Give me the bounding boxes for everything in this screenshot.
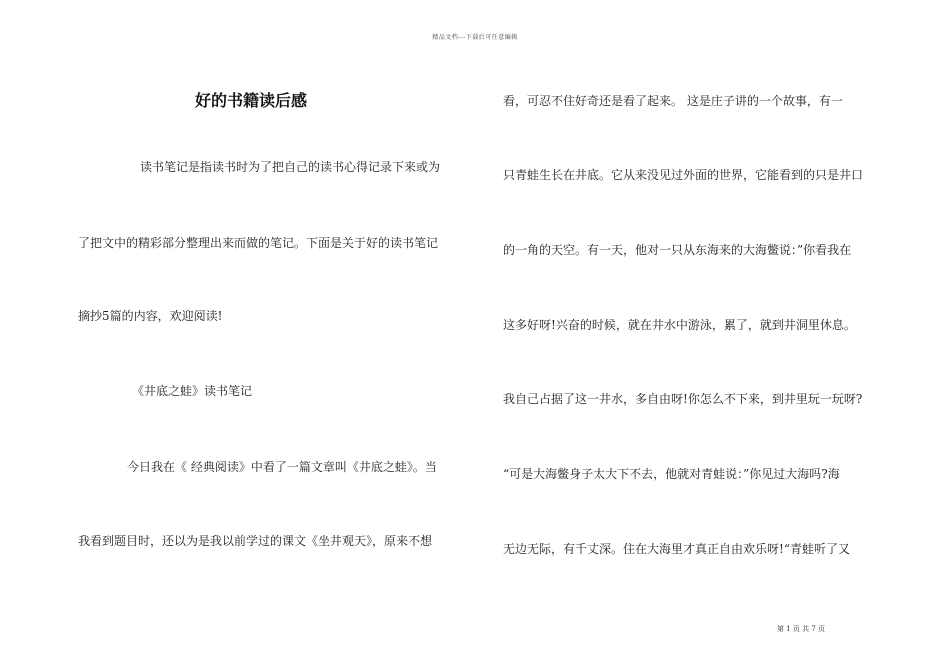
right-line-3: 的一角的天空。有一天，他对一只从东海来的大海鳖说：”你看我在 [503,243,852,257]
left-line-1: 读书笔记是指读书时为了把自己的读书心得记录下来或为 [140,160,441,174]
left-line-3: 摘抄5篇的内容，欢迎阅读! [78,309,223,323]
page-footer: 第 1 页 共 7 页 [777,625,826,633]
right-line-5: 我自己占据了这一井水，多自由呀!你怎么不下来，到井里玩一玩呀? [503,392,863,406]
document-title: 好的书籍读后感 [195,91,308,110]
right-line-7: 无边无际，有千丈深。住在大海里才真正自由欢乐呀!“青蛙听了又 [503,542,850,556]
left-line-4: 《井底之蛙》读书笔记 [132,384,253,398]
right-line-6: “可是大海鳖身子太大下不去，他就对青蛙说：”你见过大海吗?海 [503,467,840,481]
right-line-2: 只青蛙生长在井底。它从来没见过外面的世界，它能看到的只是井口 [503,168,864,182]
page-header: 精品文档---下载后可任意编辑 [432,34,518,41]
left-line-2: 了把文中的精彩部分整理出来而做的笔记。下面是关于好的读书笔记 [78,236,439,250]
right-line-1: 看，可忍不住好奇还是看了起来。 这是庄子讲的一个故事，有一 [503,94,843,108]
left-line-5: 今日我在《 经典阅读》中看了一篇文章叫《井底之蛙》。当 [127,460,437,474]
right-line-4: 这多好呀!兴奋的时候，就在井水中游泳，累了，就到井洞里休息。 [503,318,856,332]
left-line-6: 我看到题目时，还以为是我以前学过的课文《坐井观天》，原来不想 [78,534,433,548]
